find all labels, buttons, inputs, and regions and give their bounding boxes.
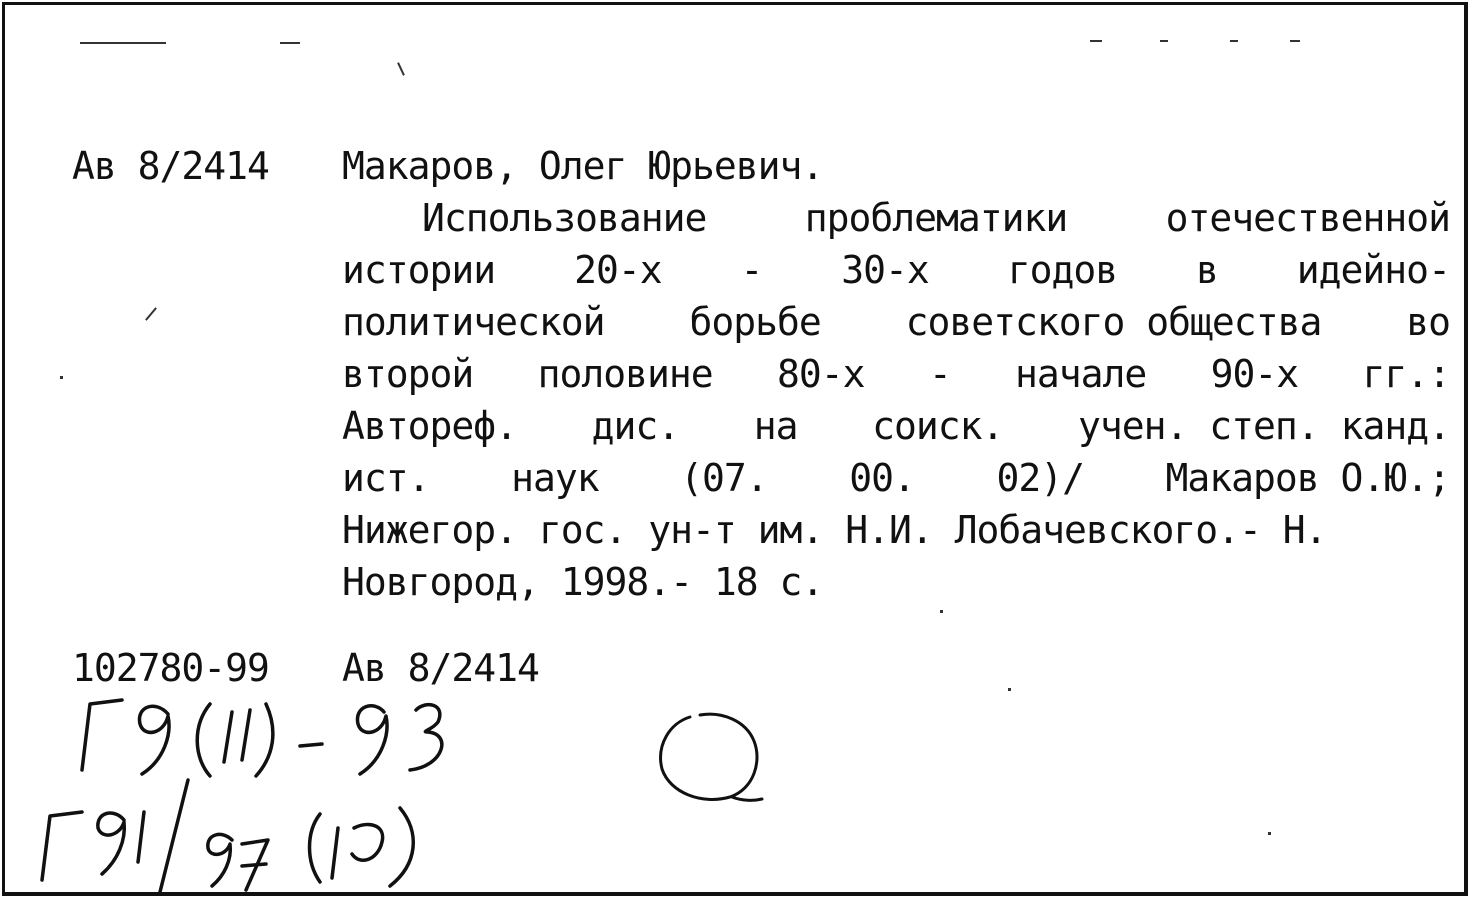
description-line: Новгород, 1998.- 18 с. xyxy=(342,560,824,604)
scan-mark xyxy=(80,42,166,44)
description-line: истории 20-х - 30-х годов в идейно- xyxy=(342,248,1450,292)
description-line: ист. наук (07. 00. 02)/ Макаров О.Ю.; xyxy=(342,456,1450,500)
scan-mark xyxy=(1008,688,1011,691)
description-line: второй половине 80-х - начале 90-х гг.: xyxy=(342,352,1450,396)
description-line: Автореф. дис. на соиск. учен. степ. канд. xyxy=(342,404,1450,448)
description-line: Нижегор. гос. ун-т им. Н.И. Лобачевского.- Н. xyxy=(342,508,1327,552)
handwritten-note-2 xyxy=(20,770,440,898)
bibliographic-description xyxy=(342,192,1450,608)
circle-mark xyxy=(650,705,775,815)
scan-mark xyxy=(1290,40,1300,42)
shelf-mark: Ав 8/2414 xyxy=(342,646,539,690)
scan-mark xyxy=(940,610,943,613)
scan-mark xyxy=(280,42,300,44)
call-number: Ав 8/2414 xyxy=(72,144,269,188)
description-line: Использование проблематики отечественной xyxy=(422,196,1450,240)
scan-mark xyxy=(1090,40,1102,42)
scan-mark xyxy=(60,376,63,379)
scan-mark xyxy=(1230,40,1238,42)
description-line: политической борьбе советского общества во xyxy=(342,300,1450,344)
scan-mark xyxy=(1160,40,1168,42)
scan-mark xyxy=(1268,832,1271,835)
inventory-number: 102780-99 xyxy=(72,646,269,690)
author-heading: Макаров, Олег Юрьевич. xyxy=(342,144,824,188)
